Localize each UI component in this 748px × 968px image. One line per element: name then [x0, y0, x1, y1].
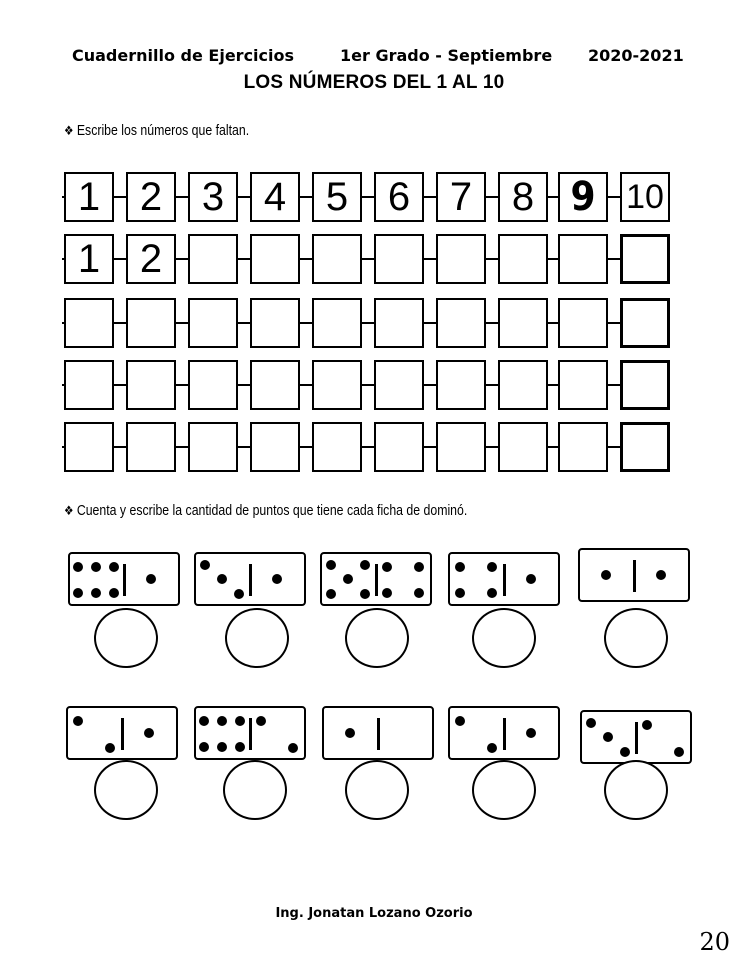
domino-pip-right	[288, 743, 298, 753]
domino-divider	[249, 564, 252, 596]
instruction-missing-numbers	[64, 122, 249, 139]
domino-pip-left	[360, 589, 370, 599]
page-number: 20	[699, 928, 730, 956]
answer-circle[interactable]	[225, 608, 289, 668]
number-box-empty[interactable]	[374, 234, 424, 284]
number-box-empty[interactable]	[620, 298, 670, 348]
domino-pip-right	[146, 574, 156, 584]
domino-pip-left	[455, 716, 465, 726]
domino-pip-left	[326, 560, 336, 570]
domino-divider	[503, 564, 506, 596]
number-box-empty[interactable]	[64, 298, 114, 348]
answer-circle[interactable]	[223, 760, 287, 820]
number-box-empty[interactable]	[312, 234, 362, 284]
number-box-filled: 1	[64, 172, 114, 222]
domino-tile	[66, 706, 178, 760]
domino-pip-right	[382, 588, 392, 598]
instruction-count-dots	[64, 502, 467, 519]
number-box-empty[interactable]	[436, 360, 486, 410]
answer-circle[interactable]	[604, 608, 668, 668]
number-box-empty[interactable]	[436, 298, 486, 348]
domino-pip-left	[601, 570, 611, 580]
number-box-filled: 3	[188, 172, 238, 222]
domino-tile	[320, 552, 432, 606]
domino-pip-right	[414, 588, 424, 598]
domino-tile	[448, 706, 560, 760]
header-grade-month: 1er Grado - Septiembre	[340, 46, 553, 65]
domino-tile	[68, 552, 180, 606]
number-box-empty[interactable]	[64, 422, 114, 472]
diamond-bullet-icon: ❖	[64, 503, 74, 518]
number-box-filled: 9	[558, 172, 608, 222]
footer-author: Ing. Jonatan Lozano Ozorio	[275, 906, 473, 921]
domino-divider	[633, 560, 636, 592]
domino-pip-right	[382, 562, 392, 572]
diamond-bullet-icon: ❖	[64, 123, 74, 138]
number-box-empty[interactable]	[498, 360, 548, 410]
number-box-empty[interactable]	[250, 234, 300, 284]
domino-pip-left	[343, 574, 353, 584]
domino-pip-left	[603, 732, 613, 742]
domino-pip-left	[234, 589, 244, 599]
domino-pip-left	[326, 589, 336, 599]
domino-tile	[448, 552, 560, 606]
answer-circle[interactable]	[472, 608, 536, 668]
number-box-filled: 6	[374, 172, 424, 222]
number-box-empty[interactable]	[620, 422, 670, 472]
number-box-empty[interactable]	[558, 360, 608, 410]
domino-pip-left	[217, 742, 227, 752]
number-box-empty[interactable]	[312, 422, 362, 472]
domino-tile	[578, 548, 690, 602]
domino-tile	[580, 710, 692, 764]
domino-tile	[194, 552, 306, 606]
number-box-empty[interactable]	[374, 360, 424, 410]
domino-pip-left	[345, 728, 355, 738]
page-title: LOS NÚMEROS DEL 1 AL 10	[243, 72, 505, 93]
domino-pip-left	[91, 562, 101, 572]
domino-tile	[194, 706, 306, 760]
number-box-filled: 10	[620, 172, 670, 222]
number-box-empty[interactable]	[498, 422, 548, 472]
number-box-filled: 5	[312, 172, 362, 222]
number-box-empty[interactable]	[126, 298, 176, 348]
number-box-empty[interactable]	[250, 360, 300, 410]
number-box-filled: 1	[64, 234, 114, 284]
domino-pip-right	[144, 728, 154, 738]
number-box-empty[interactable]	[498, 298, 548, 348]
number-box-filled: 2	[126, 234, 176, 284]
domino-pip-left	[73, 716, 83, 726]
number-box-filled: 2	[126, 172, 176, 222]
number-box-empty[interactable]	[558, 422, 608, 472]
domino-pip-left	[109, 588, 119, 598]
domino-pip-left	[360, 560, 370, 570]
domino-pip-left	[91, 588, 101, 598]
domino-pip-left	[109, 562, 119, 572]
domino-divider	[249, 718, 252, 750]
number-box-empty[interactable]	[188, 234, 238, 284]
domino-pip-left	[199, 742, 209, 752]
domino-pip-left	[620, 747, 630, 757]
number-box-empty[interactable]	[250, 422, 300, 472]
number-box-empty[interactable]	[64, 360, 114, 410]
number-box-empty[interactable]	[498, 234, 548, 284]
domino-pip-left	[200, 560, 210, 570]
number-box-empty[interactable]	[436, 422, 486, 472]
domino-pip-left	[199, 716, 209, 726]
domino-pip-right	[272, 574, 282, 584]
number-box-empty[interactable]	[436, 234, 486, 284]
number-box-empty[interactable]	[374, 422, 424, 472]
number-box-empty[interactable]	[126, 360, 176, 410]
number-box-empty[interactable]	[312, 298, 362, 348]
domino-pip-right	[656, 570, 666, 580]
domino-pip-left	[73, 588, 83, 598]
domino-pip-right	[642, 720, 652, 730]
answer-circle[interactable]	[472, 760, 536, 820]
answer-circle[interactable]	[604, 760, 668, 820]
instruction-text: Escribe los números que faltan.	[76, 122, 250, 139]
header-workbook-title: Cuadernillo de Ejercicios	[72, 46, 295, 65]
domino-divider	[635, 722, 638, 754]
domino-pip-right	[526, 574, 536, 584]
domino-pip-left	[217, 716, 227, 726]
number-box-empty[interactable]	[558, 234, 608, 284]
domino-pip-left	[586, 718, 596, 728]
answer-circle[interactable]	[345, 608, 409, 668]
domino-pip-right	[414, 562, 424, 572]
domino-pip-right	[526, 728, 536, 738]
answer-circle[interactable]	[94, 760, 158, 820]
number-box-filled: 8	[498, 172, 548, 222]
answer-circle[interactable]	[94, 608, 158, 668]
number-box-filled: 7	[436, 172, 486, 222]
domino-pip-left	[455, 588, 465, 598]
domino-pip-left	[487, 743, 497, 753]
domino-pip-left	[105, 743, 115, 753]
number-box-empty[interactable]	[620, 360, 670, 410]
number-box-empty[interactable]	[558, 298, 608, 348]
number-box-empty[interactable]	[188, 360, 238, 410]
number-box-empty[interactable]	[250, 298, 300, 348]
domino-pip-right	[256, 716, 266, 726]
number-box-empty[interactable]	[374, 298, 424, 348]
domino-pip-left	[235, 716, 245, 726]
domino-pip-left	[217, 574, 227, 584]
domino-divider	[377, 718, 380, 750]
domino-divider	[121, 718, 124, 750]
number-box-empty[interactable]	[188, 298, 238, 348]
number-box-empty[interactable]	[188, 422, 238, 472]
domino-divider	[503, 718, 506, 750]
domino-divider	[123, 564, 126, 596]
domino-pip-left	[235, 742, 245, 752]
instruction-text: Cuenta y escribe la cantidad de puntos que tiene cada ficha de dominó.	[76, 502, 468, 519]
domino-pip-left	[487, 588, 497, 598]
domino-pip-right	[674, 747, 684, 757]
domino-tile	[322, 706, 434, 760]
number-box-empty[interactable]	[126, 422, 176, 472]
domino-divider	[375, 564, 378, 596]
domino-pip-left	[487, 562, 497, 572]
header-school-year: 2020-2021	[588, 46, 684, 65]
number-box-empty[interactable]	[312, 360, 362, 410]
number-box-filled: 4	[250, 172, 300, 222]
domino-pip-left	[73, 562, 83, 572]
answer-circle[interactable]	[345, 760, 409, 820]
domino-pip-left	[455, 562, 465, 572]
number-box-empty[interactable]	[620, 234, 670, 284]
